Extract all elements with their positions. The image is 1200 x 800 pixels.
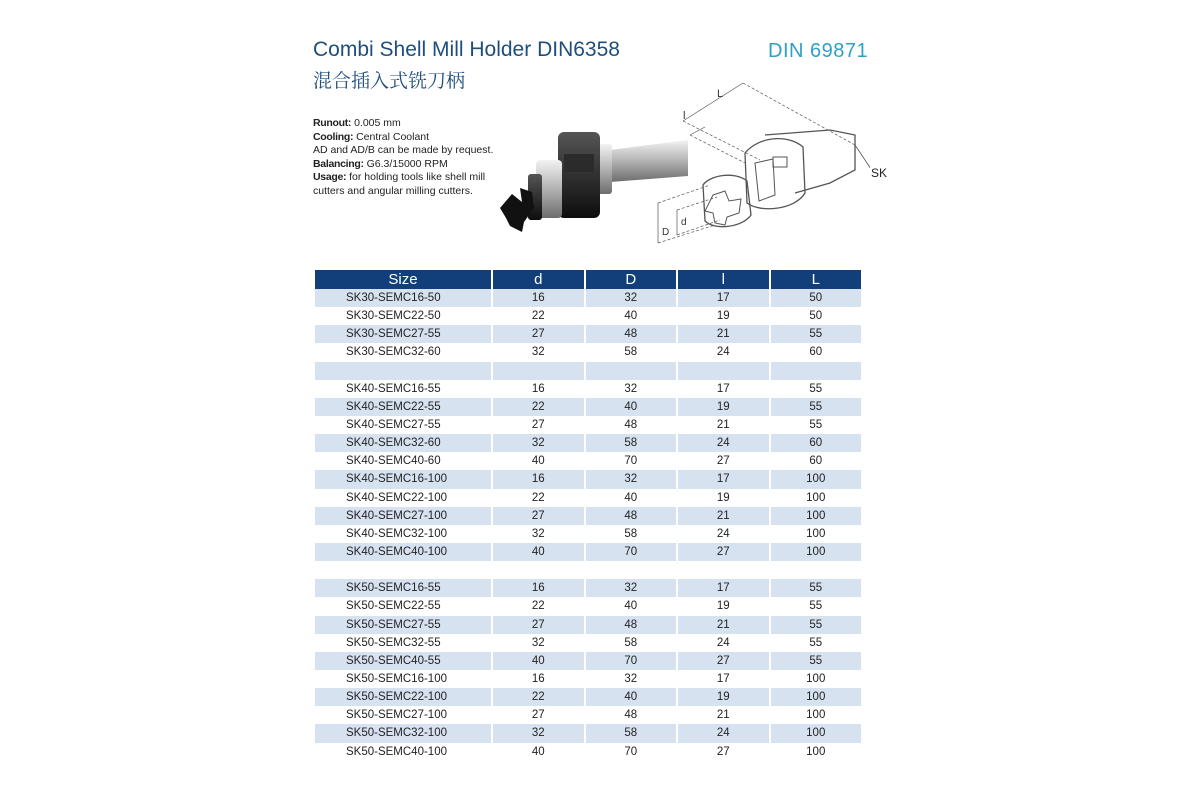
page-title: Combi Shell Mill Holder DIN6358	[313, 38, 620, 61]
cell-d: 22	[493, 398, 584, 416]
cell-size: SK30-SEMC32-60	[315, 343, 491, 361]
cell-size: SK50-SEMC40-55	[315, 652, 491, 670]
cooling-line	[313, 131, 513, 145]
cell-l: 24	[678, 434, 769, 452]
cell-size: SK40-SEMC22-55	[315, 398, 491, 416]
table-row	[315, 380, 861, 398]
cell-l: 21	[678, 325, 769, 343]
cell-L: 100	[771, 688, 862, 706]
cell-l: 24	[678, 343, 769, 361]
cell-D: 70	[586, 652, 677, 670]
cell-d: 22	[493, 597, 584, 615]
cell-l: 27	[678, 452, 769, 470]
table-row	[315, 688, 861, 706]
cell-size: SK50-SEMC32-100	[315, 724, 491, 742]
cell-D: 32	[586, 670, 677, 688]
cell-d: 16	[493, 289, 584, 307]
table-row	[315, 652, 861, 670]
table-row	[315, 362, 861, 380]
cell-d: 22	[493, 307, 584, 325]
cell-d: 16	[493, 579, 584, 597]
cell-L: 50	[771, 289, 862, 307]
cell-D: 48	[586, 325, 677, 343]
table-row	[315, 452, 861, 470]
cell-l: 19	[678, 307, 769, 325]
cell-d	[493, 561, 584, 579]
table-row	[315, 343, 861, 361]
table-row	[315, 616, 861, 634]
cooling-label: Cooling:	[313, 130, 354, 143]
cell-L: 55	[771, 579, 862, 597]
cell-size: SK40-SEMC16-100	[315, 470, 491, 488]
table-row	[315, 743, 861, 761]
standard-label: DIN 69871	[768, 40, 869, 62]
cell-L: 55	[771, 597, 862, 615]
cell-size: SK50-SEMC32-55	[315, 634, 491, 652]
cell-D: 40	[586, 597, 677, 615]
dimension-L-label: L	[717, 88, 724, 100]
cell-d: 40	[493, 543, 584, 561]
cell-D: 58	[586, 343, 677, 361]
cell-L: 55	[771, 380, 862, 398]
cell-l: 17	[678, 470, 769, 488]
cell-L: 100	[771, 543, 862, 561]
cell-D: 48	[586, 706, 677, 724]
cell-D: 58	[586, 724, 677, 742]
usage-label: Usage:	[313, 171, 347, 183]
cell-size: SK50-SEMC27-100	[315, 706, 491, 724]
cell-L: 55	[771, 398, 862, 416]
cell-d: 40	[493, 652, 584, 670]
cell-L: 100	[771, 743, 862, 761]
table-row	[315, 724, 861, 742]
cell-l: 17	[678, 289, 769, 307]
cell-L: 55	[771, 616, 862, 634]
cell-size: SK50-SEMC27-55	[315, 616, 491, 634]
cell-d: 27	[493, 325, 584, 343]
cell-d: 27	[493, 507, 584, 525]
cell-d: 32	[493, 724, 584, 742]
cell-size: SK40-SEMC22-100	[315, 489, 491, 507]
runout-value: 0.005 mm	[354, 117, 401, 129]
dimension-D-label: D	[662, 227, 670, 238]
table-row	[315, 597, 861, 615]
cell-L: 100	[771, 706, 862, 724]
cell-size: SK40-SEMC16-55	[315, 380, 491, 398]
table-row	[315, 543, 861, 561]
cell-L: 55	[771, 416, 862, 434]
cell-D: 32	[586, 289, 677, 307]
cell-size: SK40-SEMC40-60	[315, 452, 491, 470]
cell-d: 27	[493, 706, 584, 724]
header-l: l	[678, 270, 769, 289]
table-row	[315, 416, 861, 434]
cell-d: 16	[493, 380, 584, 398]
cell-L: 55	[771, 652, 862, 670]
cell-size: SK50-SEMC16-55	[315, 579, 491, 597]
cell-d	[493, 362, 584, 380]
spec-notes	[313, 117, 513, 198]
table-row	[315, 579, 861, 597]
cell-L: 100	[771, 525, 862, 543]
cell-D: 58	[586, 634, 677, 652]
cell-l	[678, 362, 769, 380]
usage-line	[313, 171, 513, 198]
cell-l: 21	[678, 416, 769, 434]
sk-label: SK	[871, 166, 888, 180]
cell-l: 19	[678, 597, 769, 615]
cell-D: 70	[586, 452, 677, 470]
header-D: D	[586, 270, 677, 289]
table-row	[315, 706, 861, 724]
cell-d: 27	[493, 416, 584, 434]
cell-D: 48	[586, 616, 677, 634]
cell-size: SK50-SEMC22-100	[315, 688, 491, 706]
cell-l	[678, 561, 769, 579]
cell-D: 58	[586, 434, 677, 452]
table-row	[315, 634, 861, 652]
cell-D: 40	[586, 688, 677, 706]
cell-size: SK40-SEMC40-100	[315, 543, 491, 561]
table-row	[315, 507, 861, 525]
header-L: L	[771, 270, 862, 289]
table-row	[315, 434, 861, 452]
dimension-l-label: l	[683, 110, 686, 122]
cell-D: 32	[586, 380, 677, 398]
cell-d: 32	[493, 634, 584, 652]
cell-L: 100	[771, 724, 862, 742]
table-row	[315, 307, 861, 325]
cell-L: 60	[771, 434, 862, 452]
cell-l: 19	[678, 489, 769, 507]
cell-L: 100	[771, 507, 862, 525]
cell-size: SK40-SEMC27-100	[315, 507, 491, 525]
cell-l: 17	[678, 380, 769, 398]
cell-D: 58	[586, 525, 677, 543]
cell-size: SK30-SEMC22-50	[315, 307, 491, 325]
cell-l: 21	[678, 706, 769, 724]
cell-size	[315, 362, 491, 380]
table-row	[315, 470, 861, 488]
table-header-row	[315, 270, 861, 289]
cell-size: SK50-SEMC22-55	[315, 597, 491, 615]
cell-l: 27	[678, 652, 769, 670]
cell-d: 22	[493, 489, 584, 507]
cell-d: 22	[493, 688, 584, 706]
balancing-value: G6.3/15000 RPM	[366, 157, 448, 170]
table-row	[315, 561, 861, 579]
cell-d: 32	[493, 343, 584, 361]
cell-l: 24	[678, 634, 769, 652]
runout-line	[313, 117, 513, 131]
table-row	[315, 489, 861, 507]
cell-l: 17	[678, 579, 769, 597]
cell-D: 70	[586, 543, 677, 561]
table-row	[315, 525, 861, 543]
cell-l: 27	[678, 543, 769, 561]
cell-L: 55	[771, 325, 862, 343]
cell-d: 16	[493, 470, 584, 488]
custom-order-note: AD and AD/B can be made by request.	[313, 144, 494, 156]
cell-L: 60	[771, 343, 862, 361]
cell-size: SK30-SEMC27-55	[315, 325, 491, 343]
cell-L	[771, 561, 862, 579]
cell-size: SK50-SEMC40-100	[315, 743, 491, 761]
cell-D: 40	[586, 489, 677, 507]
usage-value: for holding tools like shell mill cutters and angular milling cutters.	[313, 171, 486, 197]
table-row	[315, 289, 861, 307]
cell-d: 40	[493, 452, 584, 470]
cell-size: SK30-SEMC16-50	[315, 289, 491, 307]
page-title-chinese: 混合插入式铣刀柄	[313, 70, 466, 92]
balancing-line	[313, 158, 513, 172]
header-size: Size	[315, 270, 491, 289]
cell-L: 100	[771, 489, 862, 507]
runout-label: Runout:	[313, 117, 352, 129]
table-row	[315, 398, 861, 416]
dimensions-table	[313, 270, 863, 761]
dimension-d-label: d	[681, 217, 687, 228]
cell-D: 32	[586, 470, 677, 488]
cooling-value: Central Coolant	[356, 130, 430, 143]
cell-L	[771, 362, 862, 380]
cell-size: SK50-SEMC16-100	[315, 670, 491, 688]
cell-d: 32	[493, 525, 584, 543]
cell-D: 48	[586, 416, 677, 434]
cell-D: 48	[586, 507, 677, 525]
cell-l: 19	[678, 398, 769, 416]
cell-D: 40	[586, 307, 677, 325]
cell-l: 19	[678, 688, 769, 706]
table-row	[315, 325, 861, 343]
cell-L: 55	[771, 634, 862, 652]
cell-l: 24	[678, 525, 769, 543]
header-d: d	[493, 270, 584, 289]
cell-D	[586, 561, 677, 579]
cell-l: 17	[678, 670, 769, 688]
cell-L: 50	[771, 307, 862, 325]
cell-size: SK40-SEMC32-100	[315, 525, 491, 543]
technical-drawing	[655, 75, 870, 260]
cell-d: 16	[493, 670, 584, 688]
cell-L: 100	[771, 670, 862, 688]
cell-d: 32	[493, 434, 584, 452]
cell-D: 32	[586, 579, 677, 597]
cell-d: 27	[493, 616, 584, 634]
cell-d: 40	[493, 743, 584, 761]
cell-l: 21	[678, 616, 769, 634]
cell-D	[586, 362, 677, 380]
cell-D: 40	[586, 398, 677, 416]
cell-l: 21	[678, 507, 769, 525]
cell-L: 100	[771, 470, 862, 488]
cell-size: SK40-SEMC27-55	[315, 416, 491, 434]
cell-size: SK40-SEMC32-60	[315, 434, 491, 452]
cell-l: 27	[678, 743, 769, 761]
cell-L: 60	[771, 452, 862, 470]
cell-D: 70	[586, 743, 677, 761]
cell-size	[315, 561, 491, 579]
table-row	[315, 670, 861, 688]
balancing-label: Balancing:	[313, 157, 364, 170]
cell-l: 24	[678, 724, 769, 742]
